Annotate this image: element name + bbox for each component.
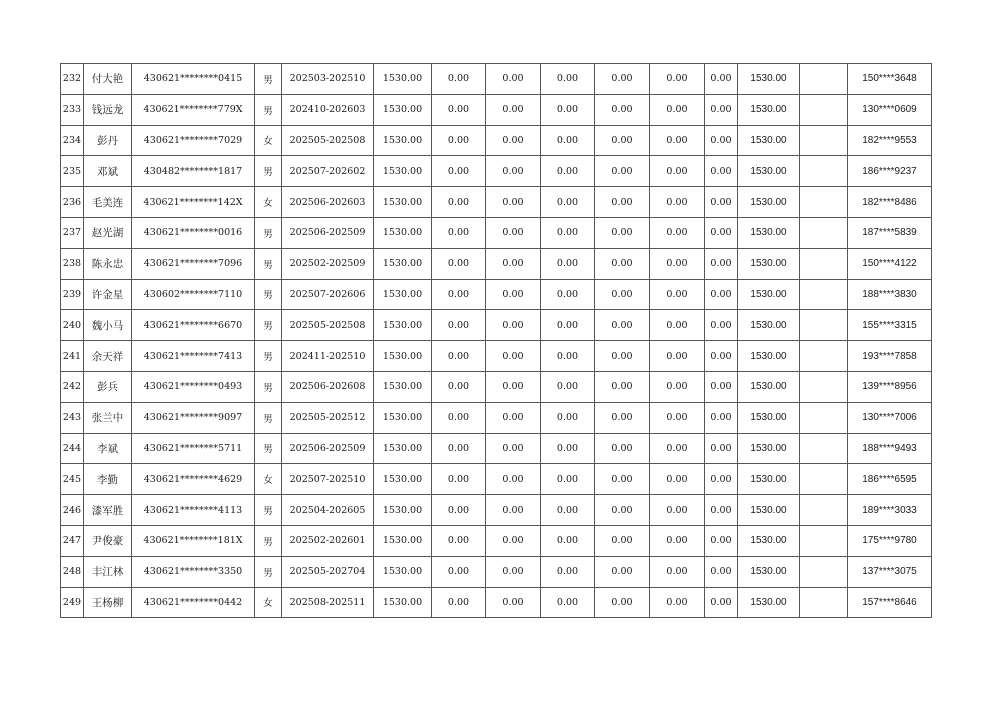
cell-index: 243 xyxy=(61,402,84,433)
cell-item-6: 0.00 xyxy=(705,94,738,125)
cell-amount: 1530.00 xyxy=(374,156,432,187)
cell-index: 235 xyxy=(61,156,84,187)
cell-remark xyxy=(800,310,848,341)
cell-total: 1530.00 xyxy=(738,402,800,433)
cell-total: 1530.00 xyxy=(738,464,800,495)
cell-item-4: 0.00 xyxy=(595,187,650,218)
cell-item-1: 0.00 xyxy=(432,402,486,433)
cell-total: 1530.00 xyxy=(738,525,800,556)
cell-item-3: 0.00 xyxy=(541,464,595,495)
cell-item-4: 0.00 xyxy=(595,371,650,402)
table-row xyxy=(61,94,932,125)
cell-remark xyxy=(800,371,848,402)
cell-phone: 157****8646 xyxy=(848,587,932,618)
cell-amount: 1530.00 xyxy=(374,64,432,95)
cell-total: 1530.00 xyxy=(738,125,800,156)
cell-phone: 188****3830 xyxy=(848,279,932,310)
cell-item-3: 0.00 xyxy=(541,279,595,310)
cell-gender: 男 xyxy=(255,495,282,526)
cell-total: 1530.00 xyxy=(738,94,800,125)
cell-id-number: 430621********4629 xyxy=(132,464,255,495)
cell-phone: 175****9780 xyxy=(848,525,932,556)
cell-item-1: 0.00 xyxy=(432,341,486,372)
cell-period: 202508-202511 xyxy=(282,587,374,618)
cell-item-5: 0.00 xyxy=(650,248,705,279)
table-body xyxy=(61,64,932,618)
cell-item-2: 0.00 xyxy=(486,464,541,495)
cell-remark xyxy=(800,125,848,156)
table-row xyxy=(61,64,932,95)
cell-item-2: 0.00 xyxy=(486,64,541,95)
cell-item-2: 0.00 xyxy=(486,371,541,402)
cell-item-5: 0.00 xyxy=(650,556,705,587)
cell-id-number: 430482********1817 xyxy=(132,156,255,187)
cell-name: 漆军胜 xyxy=(84,495,132,526)
cell-id-number: 430602********7110 xyxy=(132,279,255,310)
cell-index: 239 xyxy=(61,279,84,310)
cell-phone: 137****3075 xyxy=(848,556,932,587)
cell-item-4: 0.00 xyxy=(595,310,650,341)
cell-phone: 155****3315 xyxy=(848,310,932,341)
cell-index: 238 xyxy=(61,248,84,279)
cell-gender: 男 xyxy=(255,402,282,433)
cell-item-4: 0.00 xyxy=(595,525,650,556)
cell-item-2: 0.00 xyxy=(486,402,541,433)
cell-remark xyxy=(800,433,848,464)
cell-period: 202505-202508 xyxy=(282,310,374,341)
cell-amount: 1530.00 xyxy=(374,371,432,402)
cell-id-number: 430621********7096 xyxy=(132,248,255,279)
cell-item-2: 0.00 xyxy=(486,94,541,125)
cell-name: 陈永忠 xyxy=(84,248,132,279)
cell-phone: 187****5839 xyxy=(848,217,932,248)
cell-item-3: 0.00 xyxy=(541,217,595,248)
cell-gender: 男 xyxy=(255,64,282,95)
cell-index: 249 xyxy=(61,587,84,618)
cell-gender: 男 xyxy=(255,341,282,372)
cell-period: 202507-202510 xyxy=(282,464,374,495)
cell-id-number: 430621********9097 xyxy=(132,402,255,433)
table-row xyxy=(61,248,932,279)
cell-item-6: 0.00 xyxy=(705,402,738,433)
cell-item-4: 0.00 xyxy=(595,495,650,526)
cell-item-4: 0.00 xyxy=(595,464,650,495)
cell-name: 李勤 xyxy=(84,464,132,495)
cell-index: 240 xyxy=(61,310,84,341)
cell-period: 202507-202606 xyxy=(282,279,374,310)
cell-index: 244 xyxy=(61,433,84,464)
cell-phone: 189****3033 xyxy=(848,495,932,526)
cell-amount: 1530.00 xyxy=(374,556,432,587)
table-row xyxy=(61,310,932,341)
cell-item-2: 0.00 xyxy=(486,187,541,218)
cell-item-4: 0.00 xyxy=(595,248,650,279)
cell-remark xyxy=(800,587,848,618)
cell-item-4: 0.00 xyxy=(595,156,650,187)
cell-item-1: 0.00 xyxy=(432,556,486,587)
cell-gender: 女 xyxy=(255,187,282,218)
cell-gender: 女 xyxy=(255,125,282,156)
cell-item-3: 0.00 xyxy=(541,371,595,402)
cell-item-4: 0.00 xyxy=(595,433,650,464)
cell-item-6: 0.00 xyxy=(705,248,738,279)
cell-name: 许金星 xyxy=(84,279,132,310)
cell-name: 李斌 xyxy=(84,433,132,464)
cell-gender: 男 xyxy=(255,525,282,556)
cell-id-number: 430621********5711 xyxy=(132,433,255,464)
cell-item-6: 0.00 xyxy=(705,556,738,587)
cell-period: 202410-202603 xyxy=(282,94,374,125)
cell-item-6: 0.00 xyxy=(705,587,738,618)
cell-period: 202507-202602 xyxy=(282,156,374,187)
table-row xyxy=(61,433,932,464)
cell-amount: 1530.00 xyxy=(374,464,432,495)
cell-item-2: 0.00 xyxy=(486,495,541,526)
cell-item-2: 0.00 xyxy=(486,248,541,279)
cell-total: 1530.00 xyxy=(738,587,800,618)
cell-remark xyxy=(800,248,848,279)
cell-remark xyxy=(800,187,848,218)
cell-item-3: 0.00 xyxy=(541,156,595,187)
cell-item-1: 0.00 xyxy=(432,94,486,125)
cell-item-3: 0.00 xyxy=(541,556,595,587)
cell-item-6: 0.00 xyxy=(705,125,738,156)
cell-name: 丰江林 xyxy=(84,556,132,587)
cell-item-6: 0.00 xyxy=(705,279,738,310)
cell-item-3: 0.00 xyxy=(541,525,595,556)
cell-item-6: 0.00 xyxy=(705,464,738,495)
cell-period: 202506-202509 xyxy=(282,433,374,464)
cell-id-number: 430621********0415 xyxy=(132,64,255,95)
cell-item-6: 0.00 xyxy=(705,525,738,556)
cell-item-2: 0.00 xyxy=(486,587,541,618)
cell-item-6: 0.00 xyxy=(705,310,738,341)
cell-name: 张兰中 xyxy=(84,402,132,433)
cell-index: 241 xyxy=(61,341,84,372)
cell-total: 1530.00 xyxy=(738,556,800,587)
cell-id-number: 430621********0493 xyxy=(132,371,255,402)
cell-id-number: 430621********0442 xyxy=(132,587,255,618)
cell-item-6: 0.00 xyxy=(705,341,738,372)
cell-item-2: 0.00 xyxy=(486,556,541,587)
cell-phone: 130****0609 xyxy=(848,94,932,125)
cell-phone: 182****8486 xyxy=(848,187,932,218)
table-row xyxy=(61,187,932,218)
cell-remark xyxy=(800,525,848,556)
cell-item-5: 0.00 xyxy=(650,371,705,402)
cell-period: 202504-202605 xyxy=(282,495,374,526)
cell-total: 1530.00 xyxy=(738,433,800,464)
cell-item-5: 0.00 xyxy=(650,187,705,218)
cell-item-2: 0.00 xyxy=(486,217,541,248)
table-row xyxy=(61,464,932,495)
cell-item-1: 0.00 xyxy=(432,187,486,218)
cell-gender: 男 xyxy=(255,94,282,125)
cell-gender: 男 xyxy=(255,248,282,279)
cell-gender: 男 xyxy=(255,433,282,464)
cell-remark xyxy=(800,464,848,495)
cell-period: 202502-202509 xyxy=(282,248,374,279)
cell-period: 202506-202603 xyxy=(282,187,374,218)
cell-period: 202502-202601 xyxy=(282,525,374,556)
cell-item-5: 0.00 xyxy=(650,156,705,187)
cell-name: 邓斌 xyxy=(84,156,132,187)
cell-item-5: 0.00 xyxy=(650,525,705,556)
cell-id-number: 430621********6670 xyxy=(132,310,255,341)
cell-phone: 150****4122 xyxy=(848,248,932,279)
cell-item-3: 0.00 xyxy=(541,125,595,156)
cell-period: 202411-202510 xyxy=(282,341,374,372)
cell-period: 202505-202512 xyxy=(282,402,374,433)
cell-gender: 女 xyxy=(255,464,282,495)
cell-remark xyxy=(800,94,848,125)
cell-amount: 1530.00 xyxy=(374,94,432,125)
cell-phone: 186****9237 xyxy=(848,156,932,187)
cell-remark xyxy=(800,402,848,433)
cell-item-5: 0.00 xyxy=(650,464,705,495)
cell-index: 247 xyxy=(61,525,84,556)
cell-amount: 1530.00 xyxy=(374,279,432,310)
table-row xyxy=(61,495,932,526)
cell-phone: 150****3648 xyxy=(848,64,932,95)
cell-amount: 1530.00 xyxy=(374,187,432,218)
cell-item-5: 0.00 xyxy=(650,125,705,156)
table-row xyxy=(61,217,932,248)
cell-gender: 男 xyxy=(255,371,282,402)
cell-item-2: 0.00 xyxy=(486,433,541,464)
cell-total: 1530.00 xyxy=(738,279,800,310)
cell-item-4: 0.00 xyxy=(595,94,650,125)
cell-amount: 1530.00 xyxy=(374,433,432,464)
cell-item-3: 0.00 xyxy=(541,94,595,125)
cell-item-2: 0.00 xyxy=(486,156,541,187)
cell-item-5: 0.00 xyxy=(650,94,705,125)
cell-amount: 1530.00 xyxy=(374,310,432,341)
cell-item-1: 0.00 xyxy=(432,310,486,341)
cell-gender: 男 xyxy=(255,217,282,248)
cell-name: 彭兵 xyxy=(84,371,132,402)
cell-index: 232 xyxy=(61,64,84,95)
cell-item-6: 0.00 xyxy=(705,495,738,526)
cell-item-6: 0.00 xyxy=(705,217,738,248)
cell-period: 202503-202510 xyxy=(282,64,374,95)
cell-item-1: 0.00 xyxy=(432,587,486,618)
cell-item-6: 0.00 xyxy=(705,187,738,218)
cell-phone: 186****6595 xyxy=(848,464,932,495)
cell-item-1: 0.00 xyxy=(432,464,486,495)
cell-amount: 1530.00 xyxy=(374,341,432,372)
cell-phone: 188****9493 xyxy=(848,433,932,464)
cell-item-2: 0.00 xyxy=(486,279,541,310)
cell-total: 1530.00 xyxy=(738,64,800,95)
cell-total: 1530.00 xyxy=(738,217,800,248)
cell-item-1: 0.00 xyxy=(432,64,486,95)
cell-amount: 1530.00 xyxy=(374,402,432,433)
cell-item-1: 0.00 xyxy=(432,525,486,556)
cell-amount: 1530.00 xyxy=(374,495,432,526)
cell-index: 233 xyxy=(61,94,84,125)
cell-item-1: 0.00 xyxy=(432,217,486,248)
cell-item-1: 0.00 xyxy=(432,433,486,464)
cell-item-3: 0.00 xyxy=(541,64,595,95)
cell-item-2: 0.00 xyxy=(486,125,541,156)
cell-item-3: 0.00 xyxy=(541,402,595,433)
cell-amount: 1530.00 xyxy=(374,248,432,279)
table-row xyxy=(61,279,932,310)
cell-item-5: 0.00 xyxy=(650,279,705,310)
cell-id-number: 430621********4113 xyxy=(132,495,255,526)
cell-item-3: 0.00 xyxy=(541,187,595,218)
cell-item-3: 0.00 xyxy=(541,433,595,464)
table-row xyxy=(61,125,932,156)
cell-id-number: 430621********142X xyxy=(132,187,255,218)
cell-item-1: 0.00 xyxy=(432,495,486,526)
cell-item-2: 0.00 xyxy=(486,310,541,341)
cell-index: 248 xyxy=(61,556,84,587)
cell-item-4: 0.00 xyxy=(595,556,650,587)
cell-remark xyxy=(800,279,848,310)
cell-index: 237 xyxy=(61,217,84,248)
cell-remark xyxy=(800,156,848,187)
cell-name: 毛美连 xyxy=(84,187,132,218)
cell-index: 246 xyxy=(61,495,84,526)
table-row xyxy=(61,556,932,587)
cell-item-5: 0.00 xyxy=(650,433,705,464)
cell-id-number: 430621********7413 xyxy=(132,341,255,372)
cell-item-5: 0.00 xyxy=(650,587,705,618)
cell-item-1: 0.00 xyxy=(432,248,486,279)
cell-item-5: 0.00 xyxy=(650,217,705,248)
cell-item-3: 0.00 xyxy=(541,495,595,526)
cell-name: 尹俊豪 xyxy=(84,525,132,556)
cell-item-2: 0.00 xyxy=(486,525,541,556)
cell-name: 魏小马 xyxy=(84,310,132,341)
cell-name: 余天祥 xyxy=(84,341,132,372)
cell-remark xyxy=(800,341,848,372)
cell-item-4: 0.00 xyxy=(595,125,650,156)
cell-total: 1530.00 xyxy=(738,495,800,526)
data-table xyxy=(60,63,932,618)
cell-gender: 女 xyxy=(255,587,282,618)
table-row xyxy=(61,156,932,187)
cell-gender: 男 xyxy=(255,556,282,587)
cell-total: 1530.00 xyxy=(738,248,800,279)
cell-item-3: 0.00 xyxy=(541,587,595,618)
cell-item-4: 0.00 xyxy=(595,587,650,618)
cell-total: 1530.00 xyxy=(738,341,800,372)
cell-gender: 男 xyxy=(255,156,282,187)
cell-item-2: 0.00 xyxy=(486,341,541,372)
cell-phone: 130****7006 xyxy=(848,402,932,433)
cell-name: 赵光湖 xyxy=(84,217,132,248)
cell-remark xyxy=(800,495,848,526)
cell-item-1: 0.00 xyxy=(432,371,486,402)
cell-id-number: 430621********7029 xyxy=(132,125,255,156)
table-row xyxy=(61,525,932,556)
cell-period: 202506-202509 xyxy=(282,217,374,248)
cell-remark xyxy=(800,556,848,587)
cell-item-5: 0.00 xyxy=(650,64,705,95)
cell-item-5: 0.00 xyxy=(650,341,705,372)
cell-item-5: 0.00 xyxy=(650,495,705,526)
cell-item-3: 0.00 xyxy=(541,341,595,372)
cell-item-6: 0.00 xyxy=(705,156,738,187)
cell-name: 彭丹 xyxy=(84,125,132,156)
cell-phone: 193****7858 xyxy=(848,341,932,372)
cell-item-4: 0.00 xyxy=(595,279,650,310)
cell-id-number: 430621********181X xyxy=(132,525,255,556)
cell-id-number: 430621********779X xyxy=(132,94,255,125)
cell-name: 王杨柳 xyxy=(84,587,132,618)
cell-name: 付大艳 xyxy=(84,64,132,95)
cell-item-1: 0.00 xyxy=(432,279,486,310)
cell-remark xyxy=(800,64,848,95)
cell-phone: 182****9553 xyxy=(848,125,932,156)
cell-item-5: 0.00 xyxy=(650,402,705,433)
cell-amount: 1530.00 xyxy=(374,525,432,556)
cell-amount: 1530.00 xyxy=(374,217,432,248)
cell-item-4: 0.00 xyxy=(595,64,650,95)
cell-total: 1530.00 xyxy=(738,310,800,341)
cell-item-4: 0.00 xyxy=(595,217,650,248)
cell-index: 236 xyxy=(61,187,84,218)
cell-id-number: 430621********0016 xyxy=(132,217,255,248)
table-row xyxy=(61,371,932,402)
cell-item-6: 0.00 xyxy=(705,433,738,464)
cell-index: 234 xyxy=(61,125,84,156)
cell-period: 202505-202508 xyxy=(282,125,374,156)
cell-gender: 男 xyxy=(255,310,282,341)
cell-name: 钱远龙 xyxy=(84,94,132,125)
cell-item-1: 0.00 xyxy=(432,156,486,187)
cell-phone: 139****8956 xyxy=(848,371,932,402)
cell-gender: 男 xyxy=(255,279,282,310)
cell-amount: 1530.00 xyxy=(374,125,432,156)
cell-total: 1530.00 xyxy=(738,156,800,187)
cell-item-4: 0.00 xyxy=(595,341,650,372)
cell-total: 1530.00 xyxy=(738,371,800,402)
cell-item-4: 0.00 xyxy=(595,402,650,433)
cell-total: 1530.00 xyxy=(738,187,800,218)
cell-index: 242 xyxy=(61,371,84,402)
cell-amount: 1530.00 xyxy=(374,587,432,618)
cell-period: 202506-202608 xyxy=(282,371,374,402)
cell-item-5: 0.00 xyxy=(650,310,705,341)
cell-index: 245 xyxy=(61,464,84,495)
cell-item-6: 0.00 xyxy=(705,64,738,95)
cell-item-3: 0.00 xyxy=(541,248,595,279)
cell-remark xyxy=(800,217,848,248)
cell-item-6: 0.00 xyxy=(705,371,738,402)
table-row xyxy=(61,341,932,372)
cell-id-number: 430621********3350 xyxy=(132,556,255,587)
table-row xyxy=(61,402,932,433)
table-row xyxy=(61,587,932,618)
cell-period: 202505-202704 xyxy=(282,556,374,587)
cell-item-3: 0.00 xyxy=(541,310,595,341)
cell-item-1: 0.00 xyxy=(432,125,486,156)
